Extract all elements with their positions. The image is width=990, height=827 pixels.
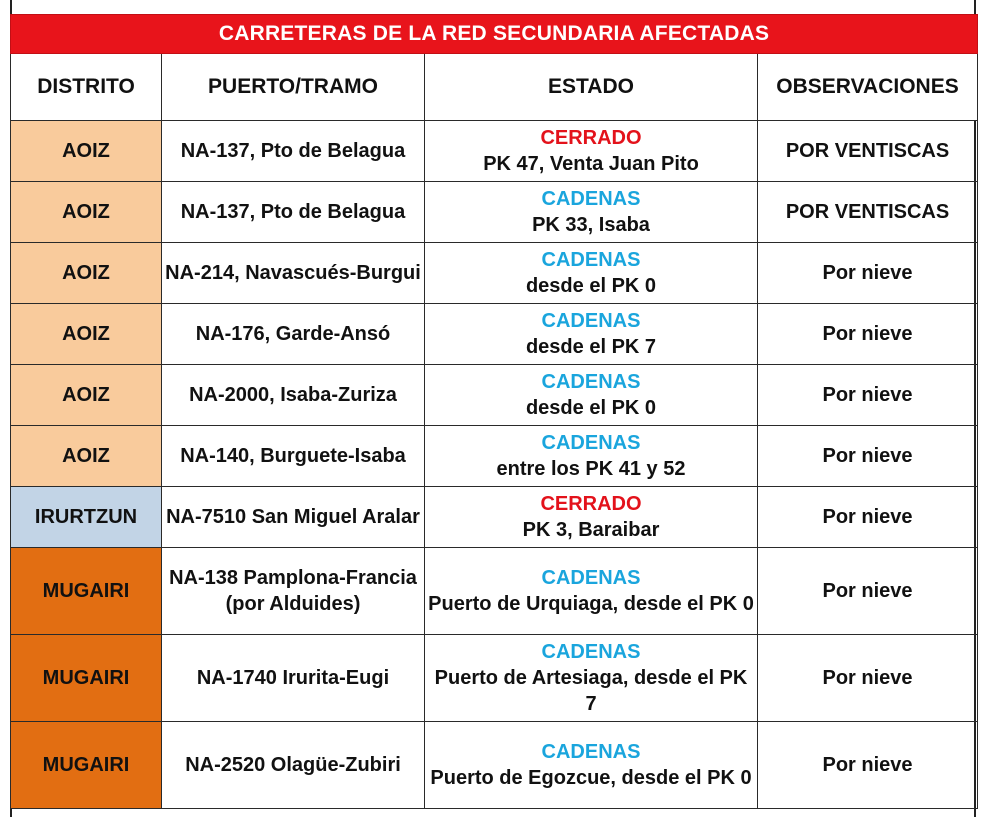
district-cell: IRURTZUN <box>11 487 162 548</box>
table-title: CARRETERAS DE LA RED SECUNDARIA AFECTADAS <box>11 15 978 54</box>
status-label-chains: CADENAS <box>541 371 641 393</box>
status-cell <box>425 121 758 182</box>
district-cell: AOIZ <box>11 243 162 304</box>
table-row <box>11 182 978 243</box>
observation-cell: Por nieve <box>758 426 978 487</box>
district-cell: MUGAIRI <box>11 722 162 809</box>
district-cell: AOIZ <box>11 182 162 243</box>
table-title-row <box>11 15 978 54</box>
status-detail: entre los PK 41 y 52 <box>496 458 686 480</box>
affected-roads-table <box>10 14 978 809</box>
status-detail: Puerto de Urquiaga, desde el PK 0 <box>428 593 754 615</box>
road-cell: NA-214, Navascués-Burgui <box>162 243 425 304</box>
status-label-chains: CADENAS <box>541 567 641 589</box>
district-cell: AOIZ <box>11 121 162 182</box>
table-row <box>11 722 978 809</box>
table-row <box>11 243 978 304</box>
observation-cell: Por nieve <box>758 548 978 635</box>
table-row <box>11 487 978 548</box>
status-label-chains: CADENAS <box>541 741 641 763</box>
status-label-closed: CERRADO <box>540 493 642 515</box>
status-detail: PK 3, Baraibar <box>522 519 660 541</box>
road-cell: NA-7510 San Miguel Aralar <box>162 487 425 548</box>
status-label-closed: CERRADO <box>540 127 642 149</box>
observation-cell: Por nieve <box>758 304 978 365</box>
road-cell: NA-137, Pto de Belagua <box>162 182 425 243</box>
status-cell <box>425 548 758 635</box>
table-row <box>11 548 978 635</box>
status-detail: desde el PK 0 <box>525 275 657 297</box>
status-cell <box>425 487 758 548</box>
table-row <box>11 426 978 487</box>
observation-cell: Por nieve <box>758 243 978 304</box>
status-detail: Puerto de Artesiaga, desde el PK 7 <box>434 667 748 715</box>
district-cell: AOIZ <box>11 426 162 487</box>
status-detail: PK 33, Isaba <box>532 214 650 236</box>
road-cell: NA-137, Pto de Belagua <box>162 121 425 182</box>
observation-cell: POR VENTISCAS <box>758 182 978 243</box>
status-cell <box>425 243 758 304</box>
observation-cell: Por nieve <box>758 365 978 426</box>
header-observaciones: OBSERVACIONES <box>758 54 978 121</box>
header-estado: ESTADO <box>425 54 758 121</box>
status-detail: PK 47, Venta Juan Pito <box>483 153 699 175</box>
status-detail: Puerto de Egozcue, desde el PK 0 <box>430 767 752 789</box>
district-cell: MUGAIRI <box>11 548 162 635</box>
status-label-chains: CADENAS <box>541 641 641 663</box>
status-cell <box>425 182 758 243</box>
road-cell: NA-138 Pamplona-Francia (por Alduides) <box>162 548 425 635</box>
road-cell: NA-176, Garde-Ansó <box>162 304 425 365</box>
table-row <box>11 635 978 722</box>
header-puerto-tramo: PUERTO/TRAMO <box>162 54 425 121</box>
road-cell: NA-1740 Irurita-Eugi <box>162 635 425 722</box>
district-cell: AOIZ <box>11 304 162 365</box>
road-cell: NA-140, Burguete-Isaba <box>162 426 425 487</box>
observation-cell: Por nieve <box>758 722 978 809</box>
status-cell <box>425 722 758 809</box>
status-cell <box>425 365 758 426</box>
observation-cell: Por nieve <box>758 487 978 548</box>
header-distrito: DISTRITO <box>11 54 162 121</box>
road-cell: NA-2000, Isaba-Zuriza <box>162 365 425 426</box>
status-label-chains: CADENAS <box>541 188 641 210</box>
status-label-chains: CADENAS <box>541 310 641 332</box>
district-cell: MUGAIRI <box>11 635 162 722</box>
road-cell: NA-2520 Olagüe-Zubiri <box>162 722 425 809</box>
status-detail: desde el PK 7 <box>525 336 657 358</box>
status-label-chains: CADENAS <box>541 249 641 271</box>
district-cell: AOIZ <box>11 365 162 426</box>
status-cell <box>425 426 758 487</box>
status-label-chains: CADENAS <box>541 432 641 454</box>
table-row <box>11 365 978 426</box>
status-cell <box>425 635 758 722</box>
observation-cell: Por nieve <box>758 635 978 722</box>
status-cell <box>425 304 758 365</box>
table-header-row <box>11 54 978 121</box>
status-detail: desde el PK 0 <box>525 397 657 419</box>
observation-cell: POR VENTISCAS <box>758 121 978 182</box>
table-row <box>11 121 978 182</box>
table-row <box>11 304 978 365</box>
